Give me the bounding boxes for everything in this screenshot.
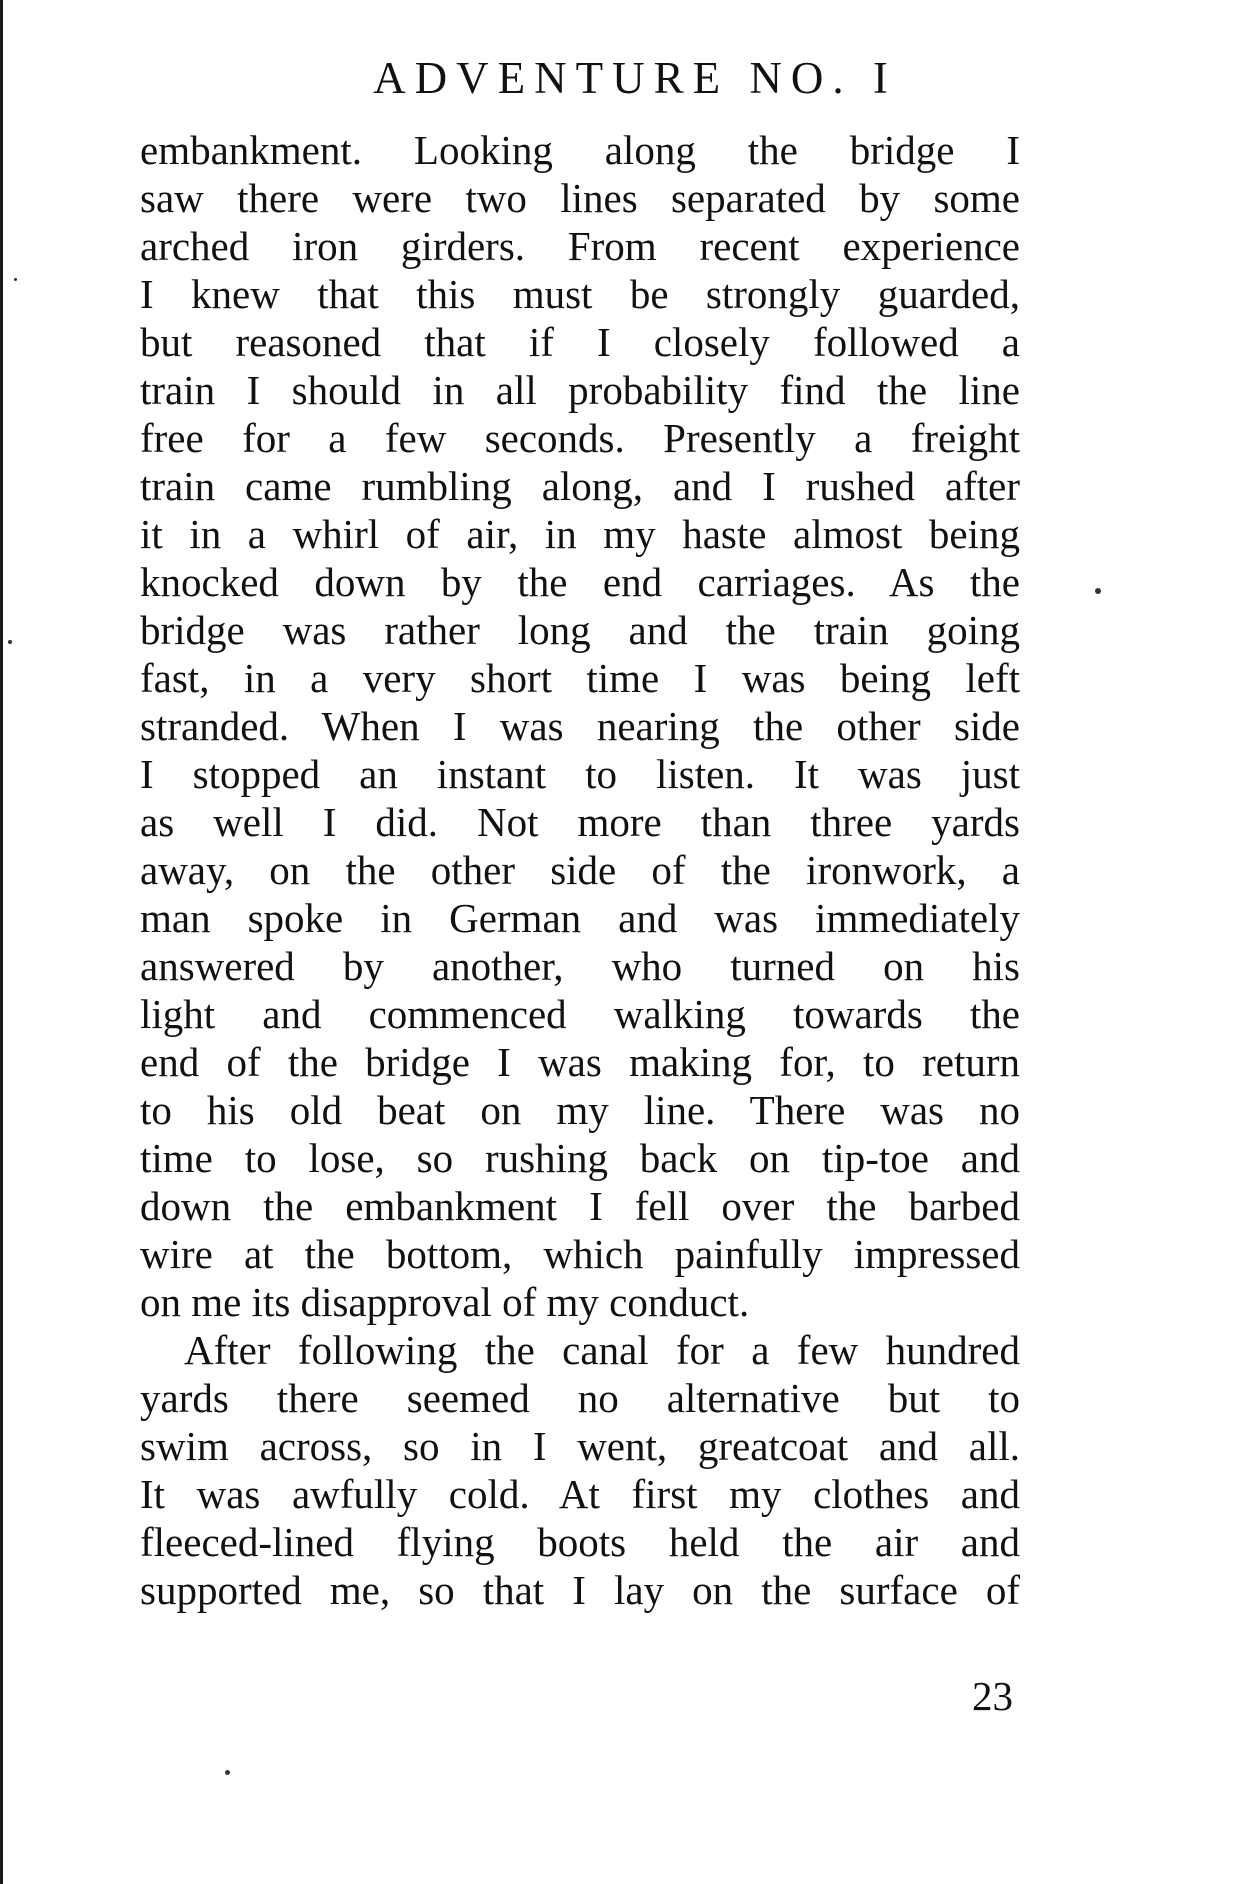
page-edge-shadow	[0, 0, 3, 1884]
text-line: I knew that this must be strongly guarded,	[140, 271, 1020, 317]
text-line: fleeced-lined flying boots held the air and	[140, 1519, 1020, 1565]
text-line: to his old beat on my line. There was no	[140, 1087, 1020, 1133]
text-line: swim across, so in I went, greatcoat and all.	[140, 1423, 1020, 1469]
text-line: time to lose, so rushing back on tip-toe and	[140, 1135, 1020, 1181]
text-line: wire at the bottom, which painfully impressed	[140, 1231, 1020, 1277]
scan-speck	[225, 1770, 230, 1775]
text-line: supported me, so that I lay on the surface of	[140, 1567, 1020, 1613]
text-line: stranded. When I was nearing the other side	[140, 703, 1020, 749]
text-line: I stopped an instant to listen. It was just	[140, 751, 1020, 797]
running-head: ADVENTURE NO. I	[373, 53, 897, 103]
text-line: as well I did. Not more than three yards	[140, 799, 1020, 845]
text-line: embankment. Looking along the bridge I	[140, 127, 1020, 173]
scan-speck	[8, 640, 12, 644]
text-line: answered by another, who turned on his	[140, 943, 1020, 989]
text-line: light and commenced walking towards the	[140, 991, 1020, 1037]
page-number: 23	[972, 1673, 1013, 1719]
scan-speck	[14, 278, 17, 281]
text-line: It was awfully cold. At first my clothes and	[140, 1471, 1020, 1517]
text-line: on me its disapproval of my conduct.	[140, 1279, 750, 1325]
text-line: fast, in a very short time I was being left	[140, 655, 1020, 701]
text-line: yards there seemed no alternative but to	[140, 1375, 1020, 1421]
text-line: free for a few seconds. Presently a freight	[140, 415, 1020, 461]
text-line: it in a whirl of air, in my haste almost being	[140, 511, 1020, 557]
text-line: train I should in all probability find the line	[140, 367, 1020, 413]
text-line: end of the bridge I was making for, to return	[140, 1039, 1020, 1085]
text-line: but reasoned that if I closely followed a	[140, 319, 1020, 365]
text-line: bridge was rather long and the train going	[140, 607, 1020, 653]
text-line: saw there were two lines separated by some	[140, 175, 1020, 221]
text-line: away, on the other side of the ironwork, a	[140, 847, 1020, 893]
text-line: man spoke in German and was immediately	[140, 895, 1020, 941]
text-line: train came rumbling along, and I rushed after	[140, 463, 1020, 509]
scan-speck	[1095, 588, 1101, 594]
body-text	[140, 126, 1020, 1614]
text-line: knocked down by the end carriages. As the	[140, 559, 1020, 605]
text-line: After following the canal for a few hundred	[184, 1327, 1020, 1373]
text-line: arched iron girders. From recent experience	[140, 223, 1020, 269]
text-line: down the embankment I fell over the barbed	[140, 1183, 1020, 1229]
